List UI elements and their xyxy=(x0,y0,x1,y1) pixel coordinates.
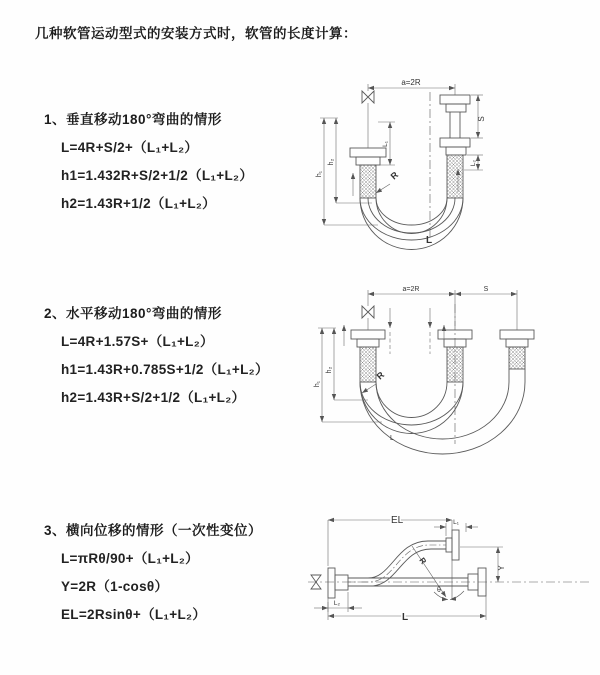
dim-label-r: R xyxy=(417,555,429,566)
dim-label-h2: h₂ xyxy=(328,158,335,166)
dim-label-l1: L₁ xyxy=(453,519,459,526)
middle-flange-fitting xyxy=(438,330,472,382)
formula-h2: h2=1.43R+1/2（L₁+L₂） xyxy=(61,196,216,211)
right-flange-fitting xyxy=(500,330,534,382)
dim-label-l: L xyxy=(402,612,409,623)
left-flange-fitting xyxy=(350,148,386,198)
valve-icon xyxy=(362,306,374,318)
dimension-lines xyxy=(320,84,483,225)
hose-u-arcs xyxy=(360,198,463,250)
diagram-lateral-displacement xyxy=(300,498,600,653)
formula-l: L=πRθ/90+（L₁+L₂） xyxy=(61,551,199,566)
section-3-heading: 3、横向位移的情形（一次性变位） xyxy=(44,523,263,538)
dim-label-a2r: a=2R xyxy=(401,78,421,87)
hose-drawing xyxy=(308,530,592,600)
dim-label-l2: L₂ xyxy=(470,159,477,167)
formula-el: EL=2Rsinθ+（L₁+L₂） xyxy=(61,607,207,622)
dimension-lines xyxy=(314,520,503,620)
dim-label-h1: h₁ xyxy=(316,170,323,178)
formula-h1: h1=1.432R+S/2+1/2（L₁+L₂） xyxy=(61,168,254,183)
left-flange-fitting xyxy=(328,568,348,598)
dim-label-a2r: a=2R xyxy=(402,286,420,293)
section-lateral-displacement xyxy=(44,519,262,634)
valve-icon xyxy=(362,91,374,103)
section-2-heading: 2、水平移动180°弯曲的情形 xyxy=(44,306,222,321)
dim-label-l: L xyxy=(426,235,433,246)
hose-u-arcs xyxy=(360,382,525,454)
formula-l: L=4R+S/2+（L₁+L₂） xyxy=(61,140,199,155)
dim-label-h1: h₁ xyxy=(314,380,321,388)
dim-label-r: R xyxy=(388,169,401,182)
dim-label-s: S xyxy=(477,116,486,122)
section-1-heading: 1、垂直移动180°弯曲的情形 xyxy=(44,112,222,127)
dim-label-l1: L₁ xyxy=(382,141,389,147)
dim-label-s: S xyxy=(483,286,489,293)
page-title: 几种软管运动型式的安装方式时，软管的长度计算： xyxy=(35,26,357,41)
dim-label-r: R xyxy=(374,369,387,382)
right-flange-fitting xyxy=(440,95,470,198)
diagram-horizontal-travel-180-bend xyxy=(310,282,590,462)
formula-h2: h2=1.43R+S/2+1/2（L₁+L₂） xyxy=(61,390,246,405)
dim-label-l2: L₂ xyxy=(333,600,341,607)
formula-y: Y=2R（1-cosθ） xyxy=(61,579,169,594)
formula-l: L=4R+1.57S+（L₁+L₂） xyxy=(61,334,214,349)
dim-label-h2: h₂ xyxy=(326,366,333,374)
dim-label-el: EL xyxy=(391,515,404,526)
section-vertical-travel xyxy=(44,108,253,223)
dimension-labels xyxy=(334,515,506,623)
dim-label-l: L xyxy=(390,435,394,442)
dimension-lines xyxy=(318,290,517,422)
diagram-vertical-travel-180-bend xyxy=(310,70,590,260)
dim-label-y: Y xyxy=(497,565,506,571)
dim-label-theta: θ xyxy=(437,587,441,594)
formula-h1: h1=1.43R+0.785S+1/2（L₁+L₂） xyxy=(61,362,269,377)
section-horizontal-travel xyxy=(44,302,269,417)
